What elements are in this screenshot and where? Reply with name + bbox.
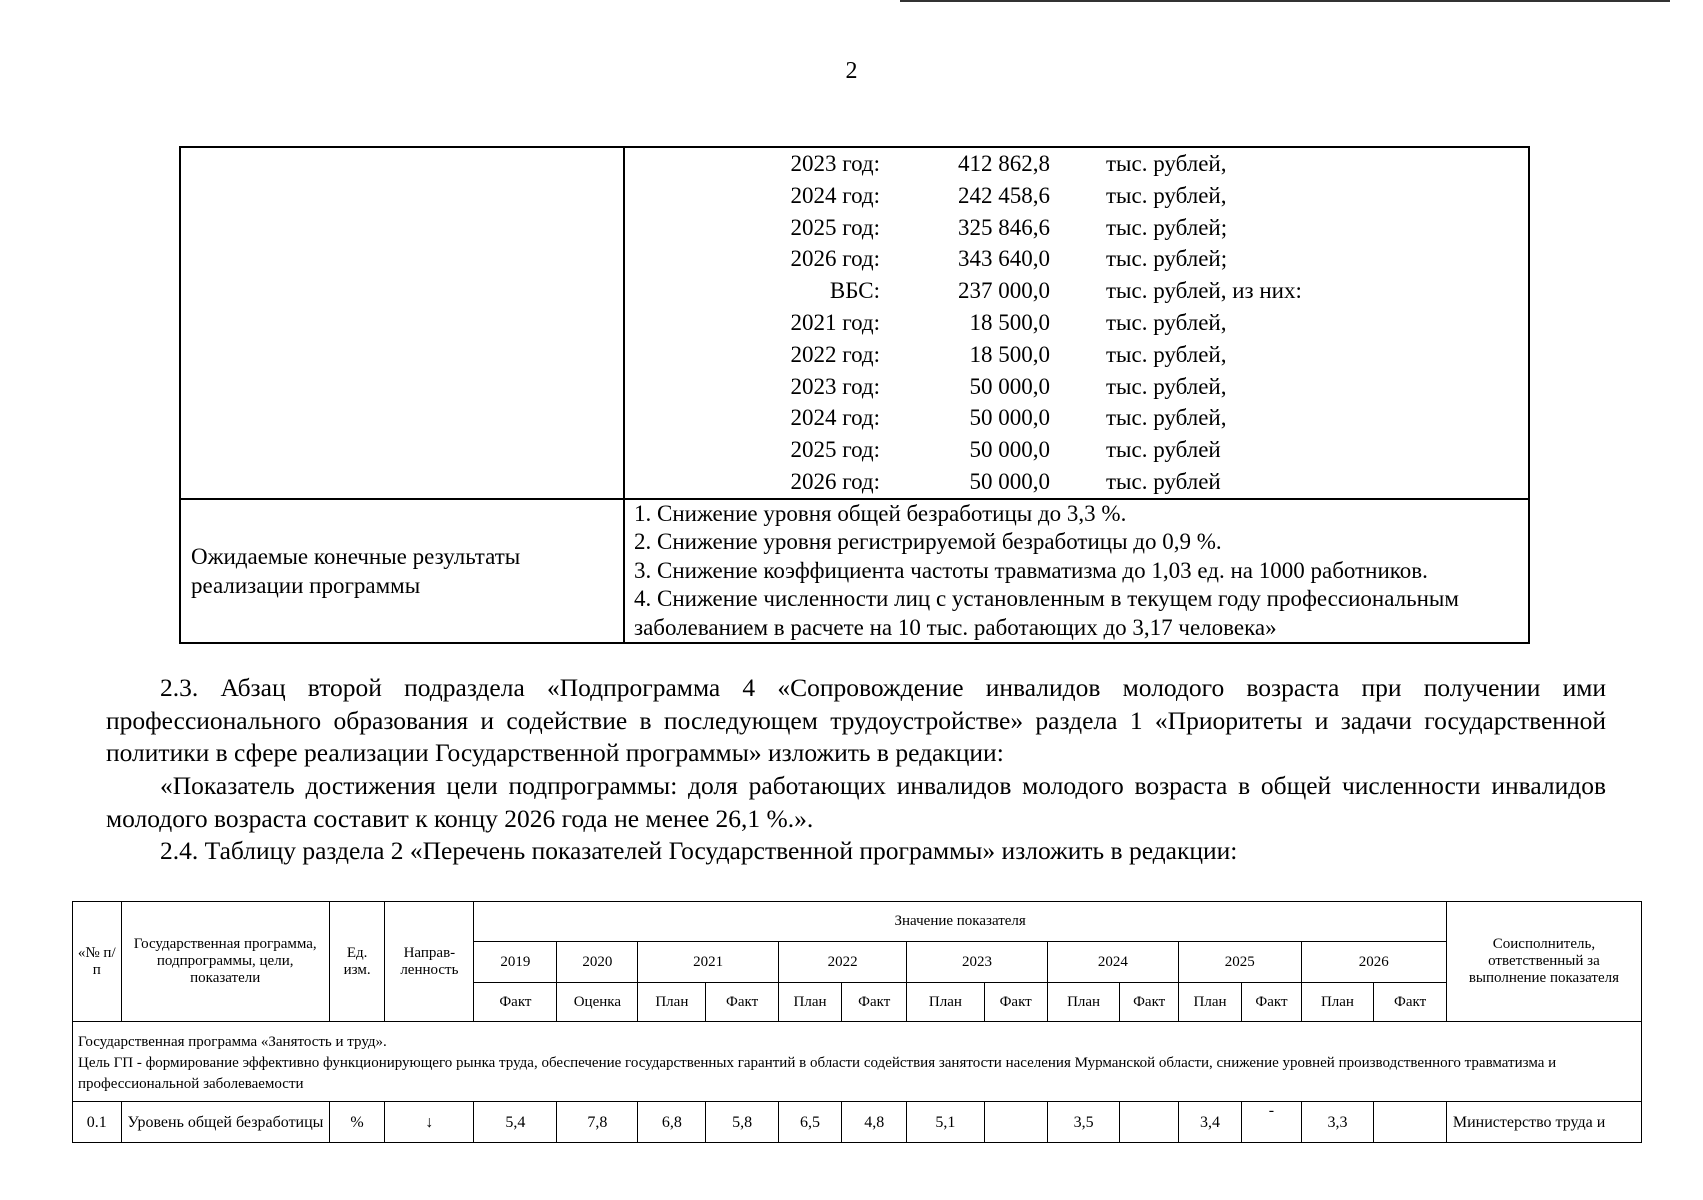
paragraph-2-4 <box>106 835 1606 868</box>
program-row <box>73 1022 1642 1102</box>
financing-unit: тыс. рублей, <box>1106 373 1227 399</box>
financing-unit: тыс. рублей, из них: <box>1106 278 1302 304</box>
subheader: План <box>778 983 841 1022</box>
value-cell: 5,8 <box>706 1102 779 1143</box>
financing-amount: 50 000,0 <box>969 437 1050 463</box>
year-header: 2025 <box>1178 942 1301 983</box>
financing-results-table <box>179 146 1530 644</box>
year-header: 2026 <box>1301 942 1446 983</box>
financing-unit: тыс. рублей, <box>1106 182 1227 208</box>
subheader: Факт <box>984 983 1047 1022</box>
year-header: 2023 <box>907 942 1048 983</box>
financing-year: 2023 год: <box>790 151 880 176</box>
value-cell <box>984 1102 1047 1143</box>
financing-year: 2022 год: <box>790 341 880 367</box>
paragraph-quote <box>106 770 1606 835</box>
row-name: Уровень общей безработицы <box>121 1102 329 1143</box>
subheader: Факт <box>706 983 779 1022</box>
financing-year: 2024 год: <box>790 182 880 208</box>
subheader: Оценка <box>557 983 638 1022</box>
top-edge-line <box>900 0 1670 2</box>
row-unit: % <box>329 1102 384 1143</box>
financing-year: 2021 год: <box>790 309 880 335</box>
financing-line <box>625 402 1528 434</box>
financing-year: ВБС: <box>829 278 880 304</box>
result-item: 2. Снижение уровня регистрируемой безработицы до 0,9 %. <box>634 529 1222 555</box>
indicators-table <box>72 901 1642 1143</box>
program-title: Государственная программа «Занятость и труд». <box>78 1034 387 1050</box>
year-header: 2020 <box>557 942 638 983</box>
financing-year: 2026 год: <box>790 468 880 494</box>
value-cell: 3,3 <box>1301 1102 1374 1143</box>
value-cell: 4,8 <box>842 1102 907 1143</box>
financing-unit: тыс. рублей <box>1106 468 1221 494</box>
results-label: Ожидаемые конечные результаты реализации программы <box>180 499 624 644</box>
financing-amount: 237 000,0 <box>958 278 1050 304</box>
financing-year: 2025 год: <box>790 214 880 240</box>
financing-line <box>625 148 1528 180</box>
page-number: 2 <box>845 58 858 84</box>
header-name: Государственная программа, подпрограммы, цели, показатели <box>121 902 329 1022</box>
financing-line <box>625 371 1528 403</box>
program-goal: Цель ГП - формирование эффективно функционирующего рынка труда, обеспечение государственных гарантий в области содействия занятости населения Мурманской области, снижение уровней производственного травматизма и профессиональной заболеваемости <box>78 1055 1557 1092</box>
result-item: 3. Снижение коэффициента частоты травматизма до 1,03 ед. на 1000 работников. <box>634 557 1428 583</box>
paragraph-text: 2.4. Таблицу раздела 2 «Перечень показателей Государственной программы» изложить в редакции: <box>160 836 1238 865</box>
value-cell: 3,4 <box>1178 1102 1241 1143</box>
result-item: 4. Снижение численности лиц с установленным в текущем году профессиональным заболеванием в расчете на 10 тыс. работающих до 3,17 человека» <box>634 586 1459 640</box>
financing-amount: 325 846,6 <box>958 214 1050 240</box>
financing-amount: 242 458,6 <box>958 182 1050 208</box>
header-direction: Направ-ленность <box>385 902 474 1022</box>
value-cell: 6,8 <box>638 1102 706 1143</box>
year-header: 2021 <box>638 942 779 983</box>
subheader: Факт <box>1242 983 1301 1022</box>
financing-line <box>625 307 1528 339</box>
value-cell <box>1120 1102 1179 1143</box>
paragraph-2-3 <box>106 672 1606 770</box>
paragraph-text: «Показатель достижения цели подпрограммы: доля работающих инвалидов молодого возраста в общей численности инвалидов молодого возраста составит к концу 2026 года не менее 26,1 %.». <box>106 771 1606 833</box>
value-cell: 7,8 <box>557 1102 638 1143</box>
subheader: Факт <box>1374 983 1447 1022</box>
financing-line <box>625 434 1528 466</box>
result-item: 1. Снижение уровня общей безработицы до 3,3 %. <box>634 500 1127 526</box>
financing-amount: 18 500,0 <box>969 341 1050 367</box>
value-cell: 5,4 <box>474 1102 557 1143</box>
financing-line <box>625 180 1528 212</box>
value-cell: 5,1 <box>907 1102 984 1143</box>
row-num: 0.1 <box>73 1102 122 1143</box>
paragraph-text: 2.3. Абзац второй подраздела «Подпрограмма 4 «Сопровождение инвалидов молодого возраста при получении ими профессионального образования и содействие в последующем трудоустройстве» раздела 1 «Приоритеты и задачи государственной политики в сфере реализации Государственной программы» изложить в редакции: <box>106 673 1606 767</box>
financing-unit: тыс. рублей; <box>1106 214 1228 240</box>
header-value-group: Значение показателя <box>474 902 1446 942</box>
row-direction-arrow-icon: ↓ <box>385 1102 474 1143</box>
financing-unit: тыс. рублей; <box>1106 246 1228 272</box>
value-cell: - <box>1242 1102 1301 1143</box>
financing-amount: 50 000,0 <box>969 405 1050 431</box>
financing-year: 2025 год: <box>790 437 880 463</box>
financing-unit: тыс. рублей, <box>1106 341 1227 367</box>
subheader: Факт <box>474 983 557 1022</box>
subheader: План <box>1047 983 1120 1022</box>
financing-list <box>625 148 1528 498</box>
value-cell <box>1374 1102 1447 1143</box>
financing-line <box>625 466 1528 498</box>
year-header: 2024 <box>1047 942 1178 983</box>
financing-amount: 18 500,0 <box>969 309 1050 335</box>
value-cell: 6,5 <box>778 1102 841 1143</box>
financing-amount: 412 862,8 <box>958 151 1050 176</box>
financing-unit: тыс. рублей <box>1106 437 1221 463</box>
value-cell: 3,5 <box>1047 1102 1120 1143</box>
financing-line <box>625 243 1528 275</box>
financing-year: 2026 год: <box>790 246 880 272</box>
financing-line <box>625 339 1528 371</box>
financing-cell <box>624 147 1529 499</box>
header-unit: Ед. изм. <box>329 902 384 1022</box>
subheader: План <box>638 983 706 1022</box>
empty-label-cell <box>180 147 624 499</box>
financing-unit: тыс. рублей, <box>1106 405 1227 431</box>
financing-year: 2023 год: <box>790 373 880 399</box>
financing-amount: 343 640,0 <box>958 246 1050 272</box>
subheader: Факт <box>1120 983 1179 1022</box>
subheader: План <box>1178 983 1241 1022</box>
table-row <box>73 1102 1642 1143</box>
subheader: Факт <box>842 983 907 1022</box>
financing-year: 2024 год: <box>790 405 880 431</box>
financing-unit: тыс. рублей, <box>1106 151 1227 176</box>
header-executor: Соисполнитель, ответственный за выполнение показателя <box>1446 902 1641 1022</box>
header-num: «№ п/п <box>73 902 122 1022</box>
financing-amount: 50 000,0 <box>969 468 1050 494</box>
financing-line <box>625 212 1528 244</box>
financing-amount: 50 000,0 <box>969 373 1050 399</box>
financing-unit: тыс. рублей, <box>1106 309 1227 335</box>
year-header: 2019 <box>474 942 557 983</box>
financing-line <box>625 275 1528 307</box>
subheader: План <box>1301 983 1374 1022</box>
year-header: 2022 <box>778 942 906 983</box>
row-executor: Министерство труда и <box>1446 1102 1641 1143</box>
subheader: План <box>907 983 984 1022</box>
results-cell <box>624 499 1529 644</box>
